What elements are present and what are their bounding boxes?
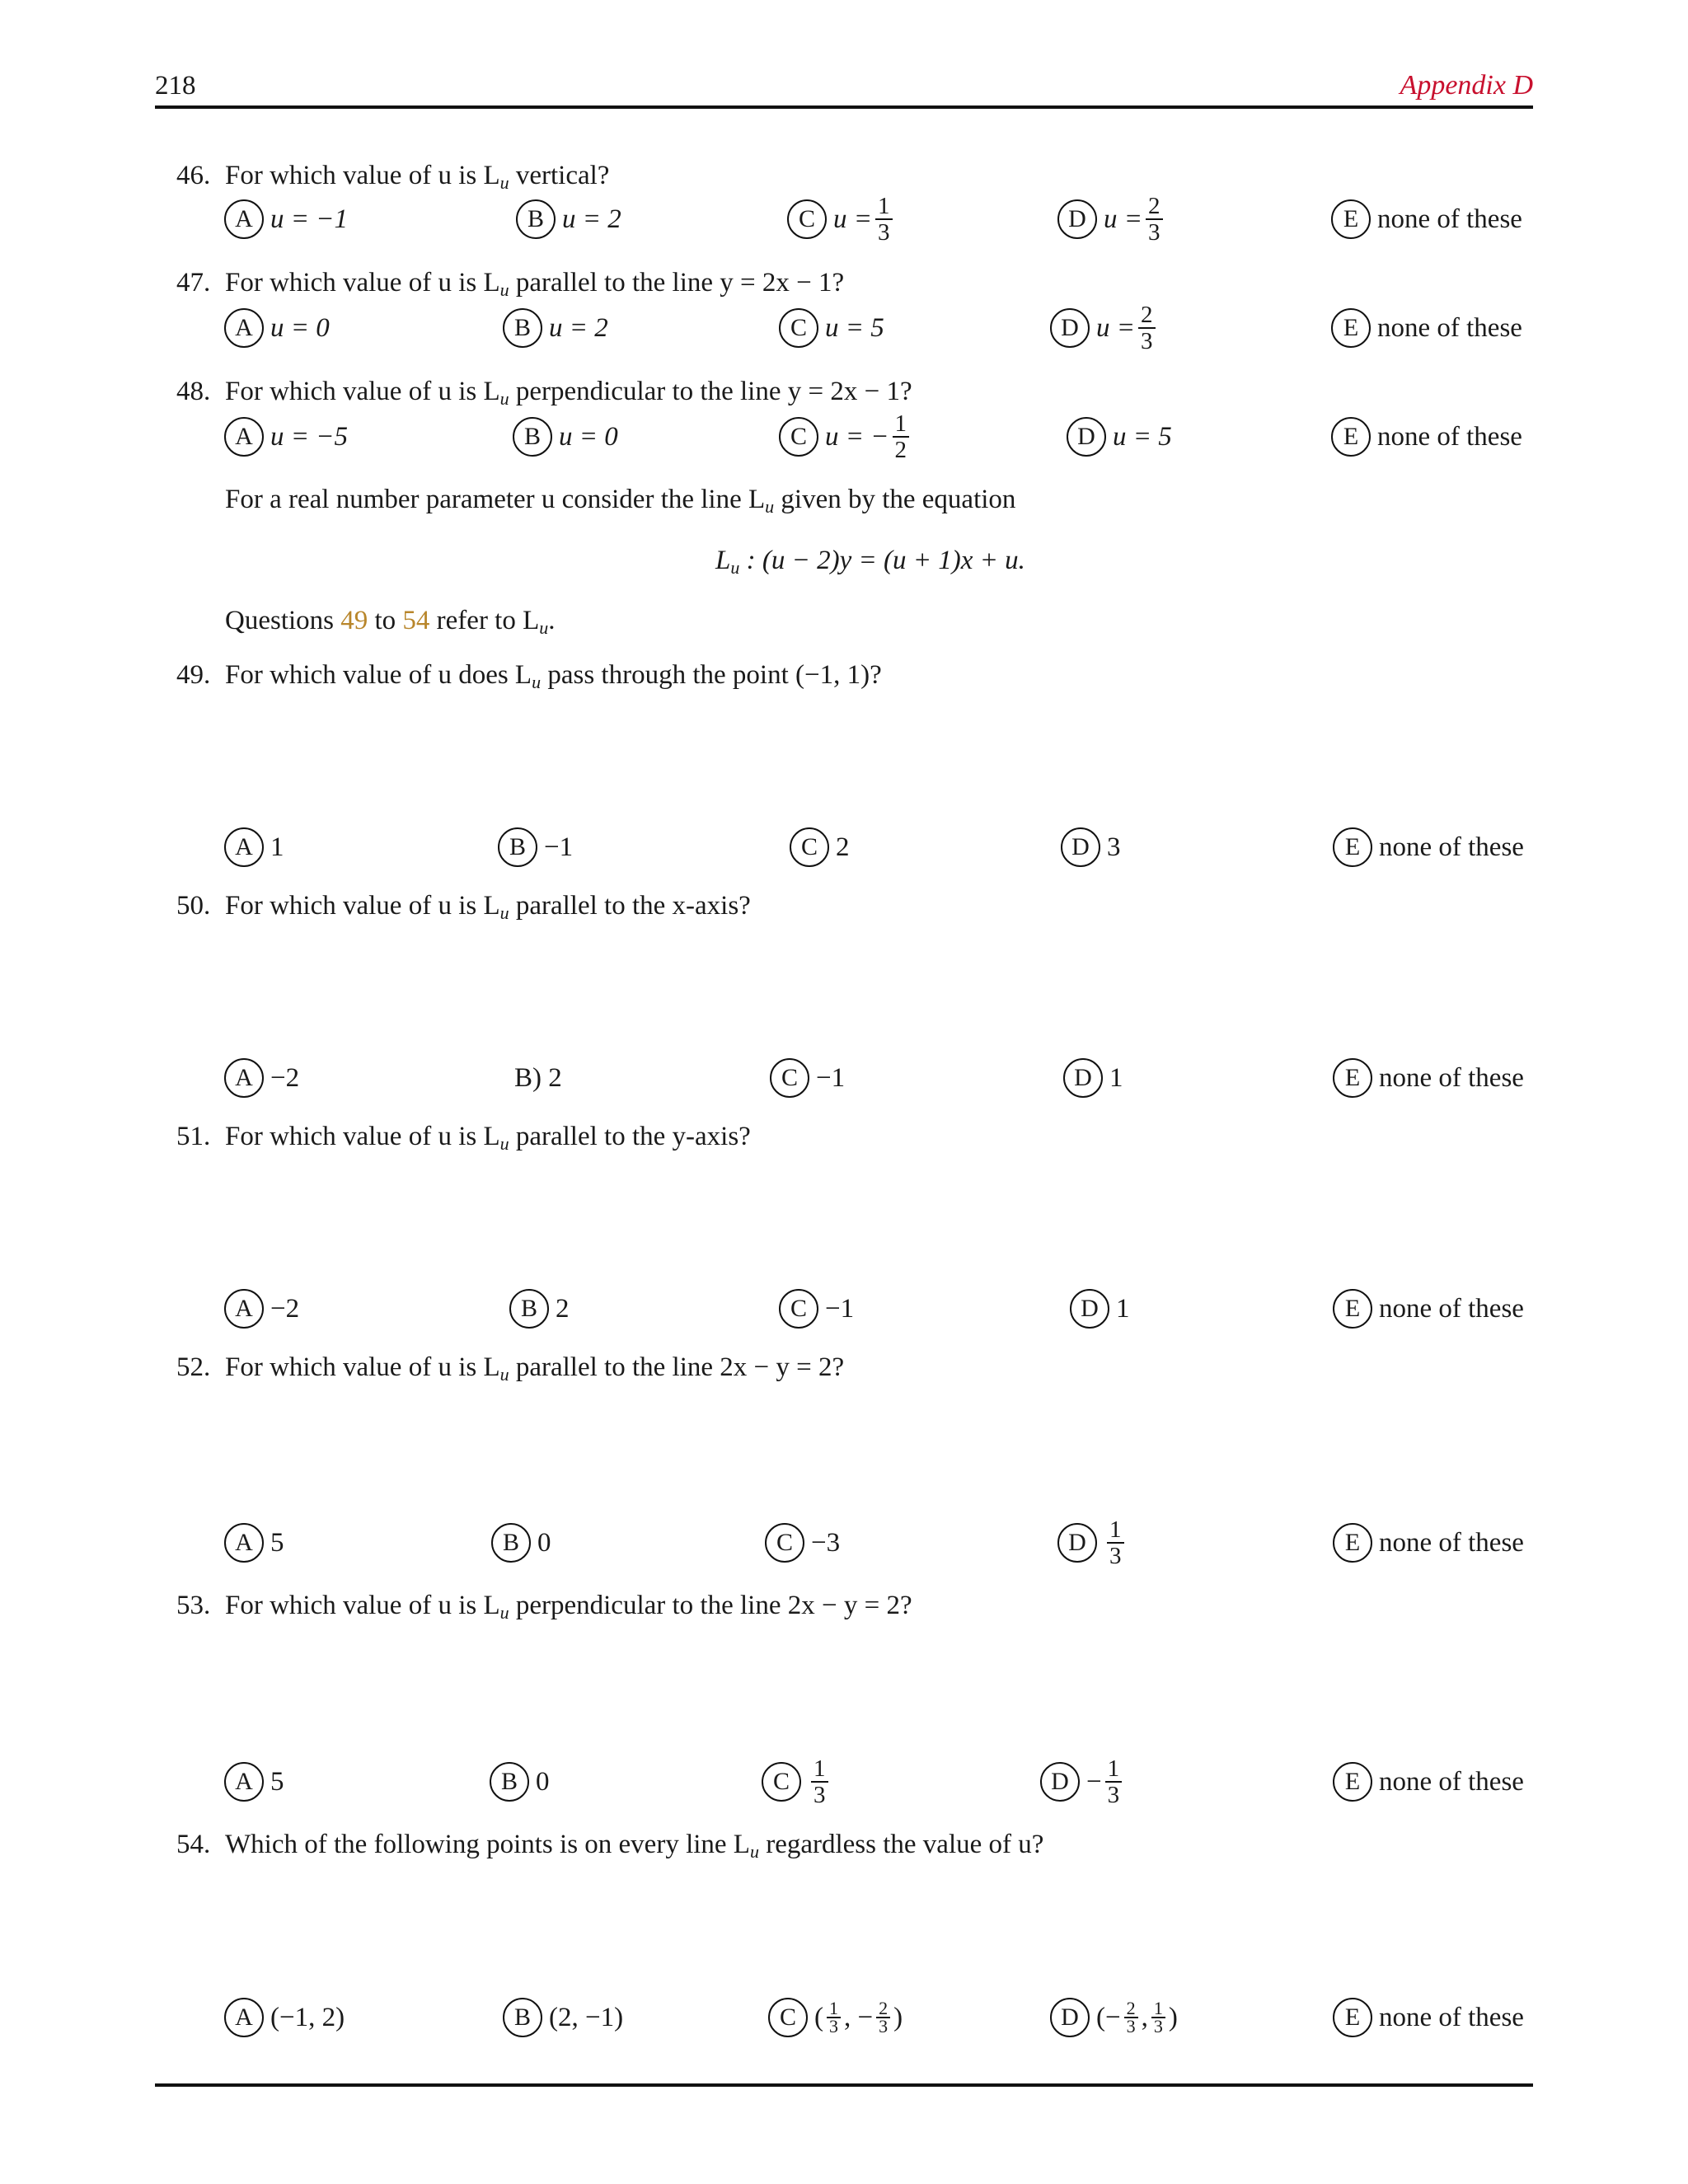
choice-bubble-d: D	[1070, 1289, 1109, 1329]
choice-bubble-a: A	[224, 308, 264, 348]
fraction: $\frac{1}{3}$	[875, 194, 893, 245]
choice-bubble-b: B	[503, 1998, 542, 2037]
choice-b[interactable]: B 2	[509, 1286, 570, 1332]
choice-e[interactable]: E none of these	[1333, 824, 1524, 870]
choice-bubble-c: C	[779, 417, 818, 457]
question-text: For which value of u is $L_u$ perpendicular to the line 2x − y = 2?	[225, 1591, 912, 1623]
choice-bubble-c: C	[768, 1998, 808, 2037]
choice-bubble-d: D	[1057, 199, 1097, 239]
choice-bubble-d: D	[1057, 1523, 1097, 1563]
choice-c[interactable]: C −3	[765, 1520, 840, 1566]
question-number: 52.	[176, 1352, 211, 1382]
choice-bubble-d: D	[1061, 827, 1100, 867]
choice-c[interactable]: C u = − $\frac{1}{2}$	[779, 414, 912, 460]
choice-b[interactable]: B u = 2	[516, 196, 621, 242]
ref-link-54[interactable]: 54	[402, 606, 430, 635]
question-text: For which value of u is $L_u$ perpendicular to the line y = 2x − 1?	[225, 377, 912, 409]
choice-b[interactable]: B) 2	[514, 1062, 562, 1093]
choice-b[interactable]: B −1	[498, 824, 573, 870]
choice-bubble-a: A	[224, 1523, 264, 1563]
choice-bubble-c: C	[779, 308, 818, 348]
footer-rule	[155, 2083, 1533, 2087]
choice-bubble-d: D	[1067, 417, 1106, 457]
fraction: $\frac{1}{3}$	[1105, 1756, 1123, 1807]
choice-bubble-e: E	[1331, 417, 1371, 457]
choice-c[interactable]: C u = 5	[779, 305, 884, 351]
choice-bubble-c: C	[765, 1523, 804, 1563]
choice-d[interactable]: D u = $\frac{2}{3}$	[1057, 196, 1166, 242]
choice-a[interactable]: A u = −1	[224, 196, 348, 242]
choice-c[interactable]	[762, 1755, 832, 1808]
choice-bubble-b: B	[509, 1289, 549, 1329]
choice-bubble-d: D	[1040, 1762, 1080, 1802]
question-number: 48.	[176, 377, 211, 406]
choice-e[interactable]: E none of these	[1331, 305, 1522, 351]
choice-bubble-b: B	[498, 827, 537, 867]
choice-d[interactable]: D 1	[1070, 1286, 1130, 1332]
choice-bubble-c: C	[787, 199, 827, 239]
question-number: 49.	[176, 660, 211, 690]
choice-e[interactable]: E none of these	[1333, 1759, 1524, 1805]
choice-a[interactable]: A 1	[224, 824, 284, 870]
choice-c[interactable]: C ( $\frac{1}{3}$ , − $\frac{2}{3}$ )	[768, 1994, 903, 2041]
question-text: For which value of u is $L_u$ parallel to the line 2x − y = 2?	[225, 1352, 845, 1385]
choice-bubble-a: A	[224, 827, 264, 867]
ref-link-49[interactable]: 49	[340, 606, 368, 635]
equation: $L_u$ : (u − 2)y = (u + 1)x + u.	[715, 546, 1025, 578]
choice-bubble-a: A	[224, 199, 264, 239]
choice-bubble-e: E	[1331, 308, 1371, 348]
choice-b[interactable]: B (2, −1)	[503, 1994, 623, 2041]
choice-bubble-c: C	[770, 1058, 809, 1098]
question-number: 50.	[176, 891, 211, 921]
choice-b[interactable]: B 0	[490, 1759, 550, 1805]
choice-a[interactable]: A −2	[224, 1286, 299, 1332]
choice-bubble-a: A	[224, 417, 264, 457]
choice-d[interactable]: D − $\frac{1}{3}$	[1040, 1759, 1125, 1805]
choice-bubble-b: B	[490, 1762, 529, 1802]
choice-a[interactable]: A u = −5	[224, 414, 348, 460]
choice-d[interactable]: D (− $\frac{2}{3}$ , $\frac{1}{3}$ )	[1050, 1994, 1178, 2041]
choice-bubble-b: B	[513, 417, 552, 457]
fraction: $\frac{2}{3}$	[1124, 2000, 1138, 2035]
choice-e[interactable]: E none of these	[1331, 196, 1522, 242]
choice-bubble-d: D	[1063, 1058, 1103, 1098]
choice-bubble-e: E	[1333, 1289, 1372, 1329]
fraction: $\frac{1}{2}$	[893, 411, 910, 462]
question-text: For which value of u does $L_u$ pass through the point (−1, 1)?	[225, 660, 882, 692]
questions-reference: Questions 49 to 54 refer to $L_u$.	[225, 606, 556, 638]
choice-bubble-c: C	[790, 827, 829, 867]
choice-bubble-a: A	[224, 1289, 264, 1329]
fraction: $\frac{2}{3}$	[876, 2000, 890, 2035]
choice-c[interactable]: C 2	[790, 824, 850, 870]
choice-a[interactable]: A u = 0	[224, 305, 330, 351]
choice-e[interactable]: E none of these	[1333, 1055, 1524, 1101]
question-number: 47.	[176, 268, 211, 298]
choice-bubble-e: E	[1333, 1998, 1372, 2037]
choice-e[interactable]: E none of these	[1333, 1520, 1524, 1566]
choice-bubble-b: B	[503, 308, 542, 348]
choice-d[interactable]: D 3	[1061, 824, 1121, 870]
choice-bubble-d: D	[1050, 308, 1090, 348]
choice-bubble-e: E	[1331, 199, 1371, 239]
question-number: 46.	[176, 161, 211, 190]
choice-b[interactable]: B u = 0	[513, 414, 618, 460]
choice-c[interactable]: C −1	[779, 1286, 854, 1332]
question-number: 51.	[176, 1122, 211, 1151]
choice-c[interactable]: C −1	[770, 1055, 845, 1101]
page-number: 218	[155, 71, 196, 101]
choice-bubble-c: C	[762, 1762, 801, 1802]
choice-a[interactable]: A 5	[224, 1759, 284, 1805]
fraction: $\frac{1}{3}$	[811, 1756, 828, 1807]
choice-d[interactable]: D u = $\frac{2}{3}$	[1050, 305, 1159, 351]
question-text: For which value of u is $L_u$ parallel to the y-axis?	[225, 1122, 751, 1154]
choice-bubble-a: A	[224, 1998, 264, 2037]
choice-bubble-e: E	[1333, 1523, 1372, 1563]
fraction: $\frac{1}{3}$	[1151, 2000, 1165, 2035]
header-rule	[155, 105, 1533, 109]
choice-d[interactable]: D 1	[1063, 1055, 1123, 1101]
question-text: Which of the following points is on every line $L_u$ regardless the value of u?	[225, 1830, 1044, 1862]
choice-a[interactable]: A (−1, 2)	[224, 1994, 345, 2041]
choice-c[interactable]: C u = $\frac{1}{3}$	[787, 196, 896, 242]
choice-bubble-d: D	[1050, 1998, 1090, 2037]
choice-d[interactable]	[1057, 1516, 1128, 1569]
section-title: Appendix D	[1400, 70, 1533, 101]
question-text: For which value of u is $L_u$ parallel to the x-axis?	[225, 891, 751, 923]
choice-a[interactable]: A −2	[224, 1055, 299, 1101]
choice-bubble-b: B	[516, 199, 556, 239]
fraction: $\frac{1}{3}$	[1107, 1517, 1124, 1568]
question-text: For which value of u is $L_u$ vertical?	[225, 161, 610, 193]
choice-bubble-a: A	[224, 1058, 264, 1098]
choice-bubble-e: E	[1333, 1762, 1372, 1802]
fraction: $\frac{2}{3}$	[1138, 302, 1156, 354]
question-text: For which value of u is $L_u$ parallel to the line y = 2x − 1?	[225, 268, 845, 300]
question-number: 54.	[176, 1830, 211, 1859]
choice-bubble-c: C	[779, 1289, 818, 1329]
choice-b[interactable]: B u = 2	[503, 305, 608, 351]
choice-b[interactable]: B 0	[491, 1520, 551, 1566]
choice-e[interactable]: E none of these	[1333, 1994, 1524, 2041]
question-number: 53.	[176, 1591, 211, 1620]
choice-e[interactable]: E none of these	[1333, 1286, 1524, 1332]
fraction: $\frac{2}{3}$	[1146, 194, 1163, 245]
choice-bubble-e: E	[1333, 827, 1372, 867]
choice-bubble-b: B	[491, 1523, 531, 1563]
fraction: $\frac{1}{3}$	[827, 2000, 841, 2035]
choice-bubble-a: A	[224, 1762, 264, 1802]
intro-text: For a real number parameter u consider the line $L_u$ given by the equation	[225, 485, 1016, 517]
choice-d[interactable]: D u = 5	[1067, 414, 1172, 460]
choice-e[interactable]: E none of these	[1331, 414, 1522, 460]
choice-a[interactable]: A 5	[224, 1520, 284, 1566]
choice-bubble-e: E	[1333, 1058, 1372, 1098]
